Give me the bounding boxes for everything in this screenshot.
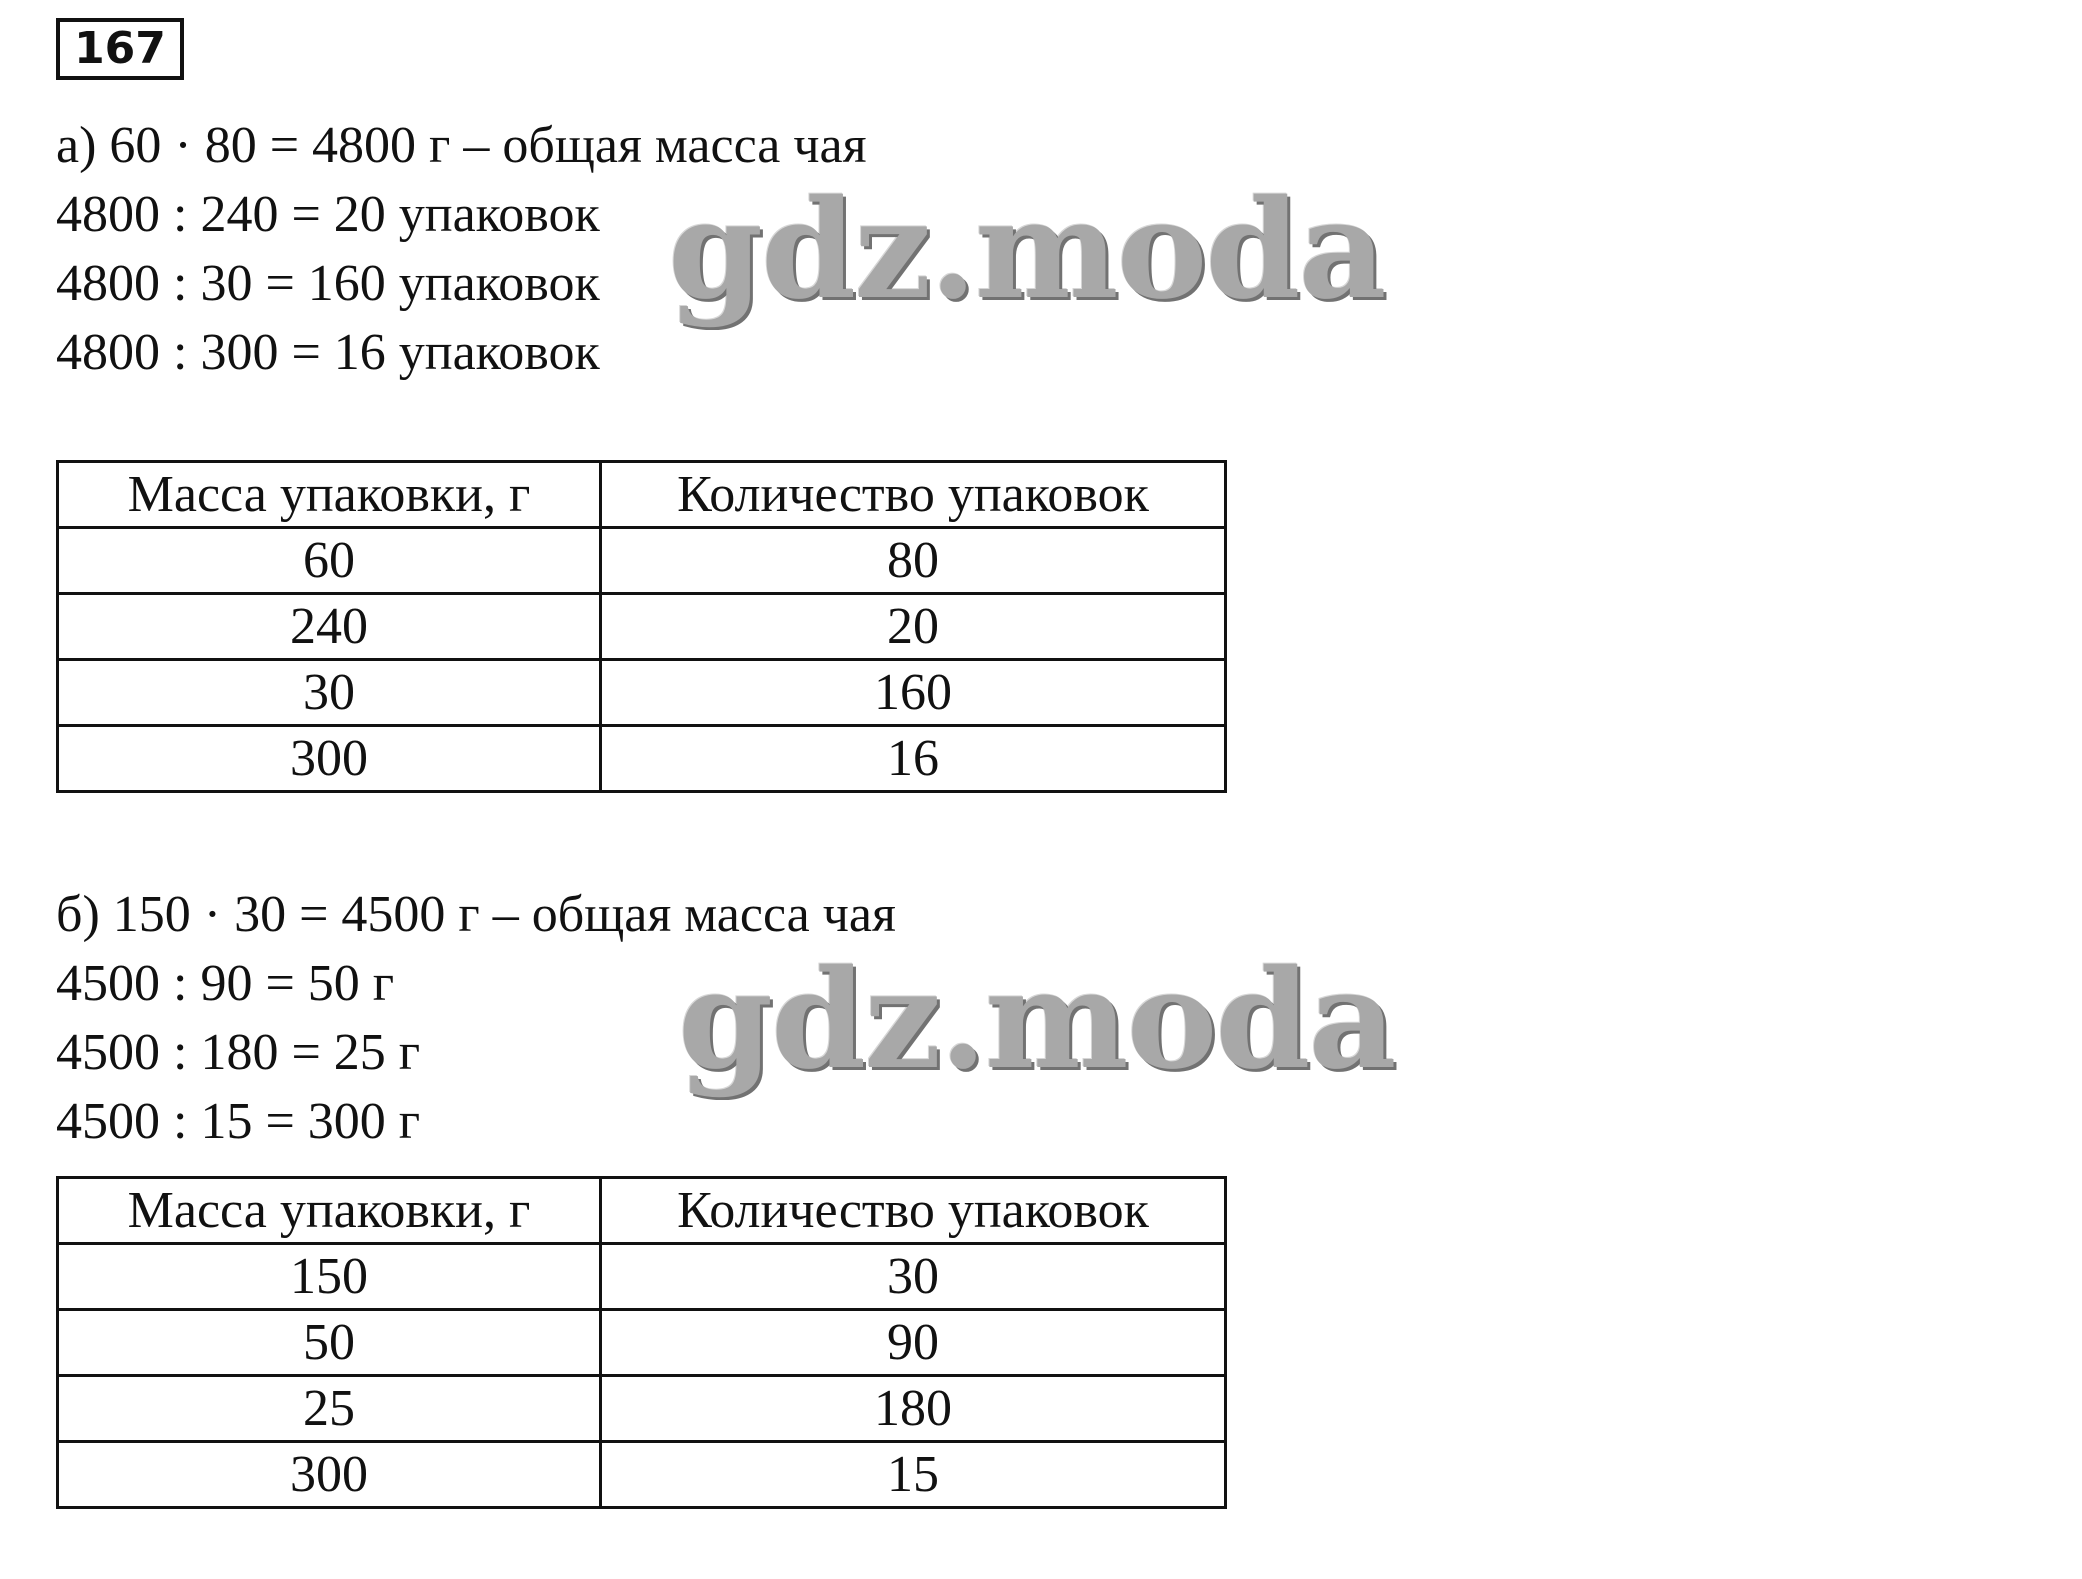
table-cell: 80 bbox=[601, 528, 1226, 594]
part-b-table bbox=[56, 1176, 1227, 1509]
table-header-count: Количество упаковок bbox=[601, 462, 1226, 528]
part-a-line-2: 4800 : 240 = 20 упаковок bbox=[56, 186, 600, 243]
part-b-line-1: б) 150 · 30 = 4500 г – общая масса чая bbox=[56, 886, 896, 943]
part-b-line-2: 4500 : 90 = 50 г bbox=[56, 955, 395, 1012]
table-row bbox=[58, 528, 1226, 594]
table-row bbox=[58, 1244, 1226, 1310]
table-cell: 30 bbox=[58, 660, 601, 726]
table-cell: 20 bbox=[601, 594, 1226, 660]
part-a-line-3: 4800 : 30 = 160 упаковок bbox=[56, 255, 600, 312]
table-cell: 50 bbox=[58, 1310, 601, 1376]
table-header-row bbox=[58, 462, 1226, 528]
part-a-line-4: 4800 : 300 = 16 упаковок bbox=[56, 324, 600, 381]
table-cell: 16 bbox=[601, 726, 1226, 792]
table-cell: 180 bbox=[601, 1376, 1226, 1442]
table-row bbox=[58, 1310, 1226, 1376]
table-cell: 25 bbox=[58, 1376, 601, 1442]
part-b-line-3: 4500 : 180 = 25 г bbox=[56, 1024, 421, 1081]
part-a-line-1: а) 60 · 80 = 4800 г – общая масса чая bbox=[56, 117, 867, 174]
table-row bbox=[58, 1442, 1226, 1508]
table-cell: 15 bbox=[601, 1442, 1226, 1508]
part-a-table bbox=[56, 460, 1227, 793]
table-cell: 150 bbox=[58, 1244, 601, 1310]
table-cell: 160 bbox=[601, 660, 1226, 726]
table-row bbox=[58, 1376, 1226, 1442]
table-header-row bbox=[58, 1178, 1226, 1244]
table-header-count: Количество упаковок bbox=[601, 1178, 1226, 1244]
table-cell: 60 bbox=[58, 528, 601, 594]
table-cell: 240 bbox=[58, 594, 601, 660]
problem-number: 167 bbox=[56, 18, 184, 80]
part-b-line-4: 4500 : 15 = 300 г bbox=[56, 1093, 421, 1150]
table-row bbox=[58, 594, 1226, 660]
watermark-bottom: gdz.moda bbox=[678, 940, 1395, 1100]
table-cell: 30 bbox=[601, 1244, 1226, 1310]
table-header-mass: Масса упаковки, г bbox=[58, 462, 601, 528]
table-cell: 300 bbox=[58, 726, 601, 792]
table-row bbox=[58, 726, 1226, 792]
table-cell: 90 bbox=[601, 1310, 1226, 1376]
table-row bbox=[58, 660, 1226, 726]
watermark-top: gdz.moda bbox=[668, 170, 1385, 330]
table-cell: 300 bbox=[58, 1442, 601, 1508]
table-header-mass: Масса упаковки, г bbox=[58, 1178, 601, 1244]
